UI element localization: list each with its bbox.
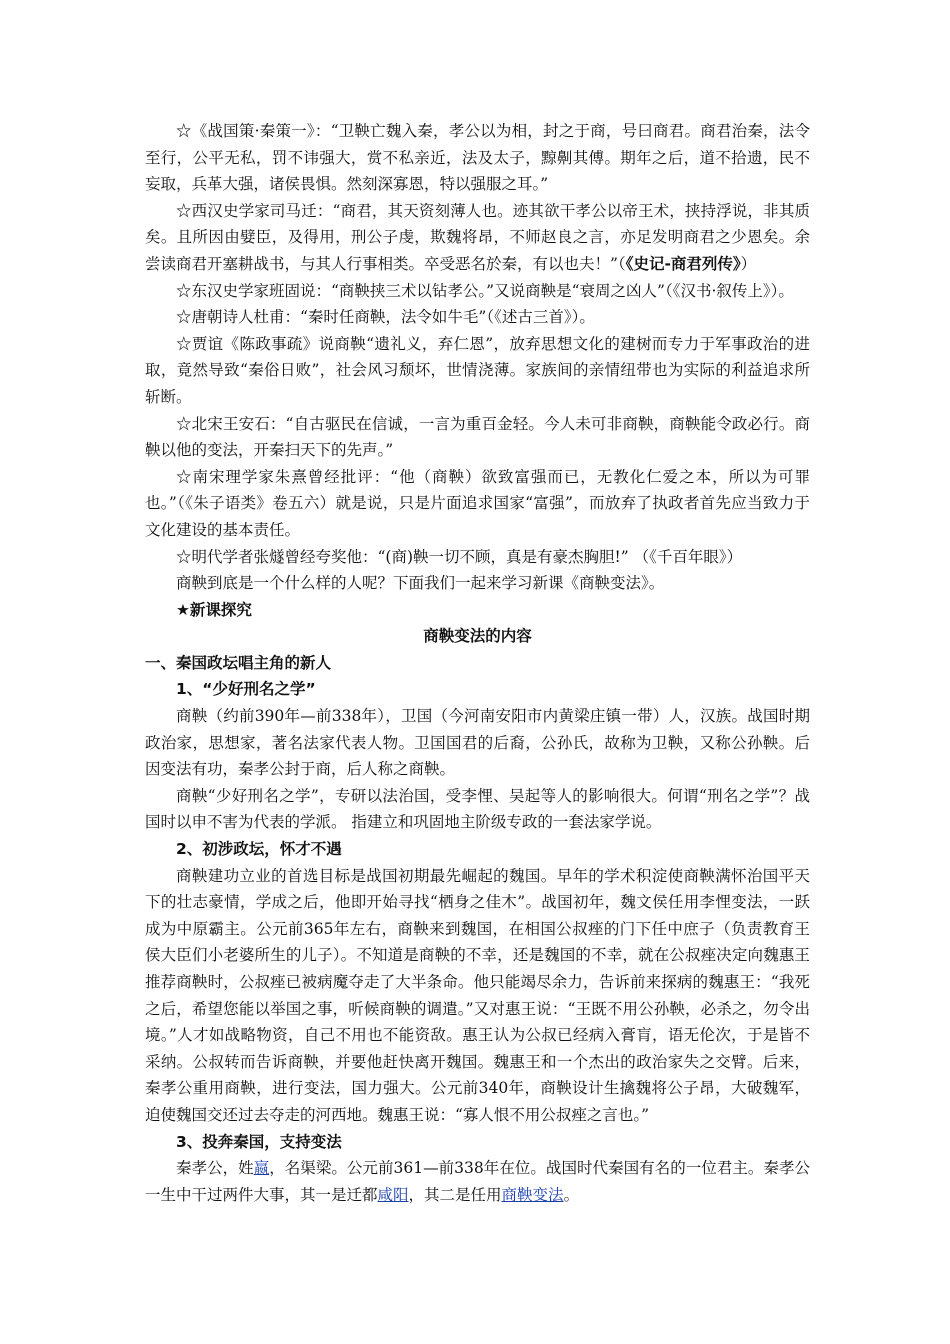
heading-subsection-2: 2、初涉政坛，怀才不遇 [176, 840, 342, 859]
qin-text-b: ，名渠梁。公元前361—前338年在位。战国时代秦国有名的一位君主。秦孝公一生中干过两件大事，其一是迁都 [145, 1159, 810, 1204]
paragraph-wei-state: 商鞅建功立业的首选目标是战国初期最先崛起的魏国。早年的学术积淀使商鞅满怀治国平天下的壮志豪情，学成之后，他即开始寻找“栖身之佳木”。战国初年，魏文侯任用李悝变法，一跃成为中原霸主。公元前365年左右，商鞅来到魏国，在相国公叔痤的门下任中庶子（负责教育王侯大臣们小老婆所生的儿子）。不知道是商鞅的不幸，还是魏国的不幸，就在公叔痤决定向魏惠王推荐商鞅时，公叔痤已被病魔夺走了大半条命。他只能竭尽余力，告诉前来探病的魏惠王：“我死之后，希望您能以举国之事，听候商鞅的调遣。”又对惠王说：“王既不用公孙鞅，必杀之，勿令出境。”人才如战略物资，自己不用也不能资敌。惠王认为公叔已经病入膏肓，语无伦次，于是皆不采纳。公叔转而告诉商鞅，并要他赶快离开魏国。魏惠王和一个杰出的政治家失之交臂。后来，秦孝公重用商鞅，进行变法，国力强大。公元前340年，商鞅设计生擒魏将公子昂，大破魏军，迫使魏国交还过去夺走的河西地。魏惠王说：“寡人恨不用公叔痤之言也。” [145, 866, 810, 1124]
quote-sima-qian-source: 《史记-商君列传》 [625, 254, 741, 273]
paragraph-shang-yang-bio: 商鞅（约前390年—前338年），卫国（今河南安阳市内黄梁庄镇一带）人，汉族。战国时期政治家，思想家，著名法家代表人物。卫国国君的后裔，公孙氏，故称为卫鞅，又称公孙鞅。后因变法有功，秦孝公封于商，后人称之商鞅。 [145, 707, 810, 779]
qin-text-a: 秦孝公，姓 [176, 1159, 254, 1178]
heading-new-lesson: ★新课探究 [176, 600, 252, 619]
link-xianyang[interactable]: 咸阳 [377, 1185, 409, 1204]
heading-section-1: 一、秦国政坛唱主角的新人 [145, 653, 332, 672]
quote-zhanguoce: ☆《战国策·秦策一》：“卫鞅亡魏入秦，孝公以为相，封之于商，号曰商君。商君治秦，法令至行，公平无私，罚不讳强大，赏不私亲近，法及太子，黥劓其傅。期年之后，道不拾遗，民不妄取，兵革大强，诸侯畏惧。然刻深寡恩，特以强服之耳。” [145, 122, 810, 194]
quote-ban-gu: ☆东汉史学家班固说：“商鞅挟三术以钻孝公。”又说商鞅是“衰周之凶人”（《汉书·叙传上》）。 [176, 281, 794, 300]
link-ying[interactable]: 嬴 [253, 1159, 270, 1178]
quote-jia-yi: ☆贾谊《陈政事疏》说商鞅“遗礼义，弃仁恩”，放弃思想文化的建树而专力于军事政治的进取，竟然导致“秦俗日败”，社会风习颓坏，世情浇薄。家族间的亲情纽带也为实际的利益追求所斩断。 [145, 334, 810, 406]
heading-subsection-3: 3、投奔秦国，支持变法 [176, 1132, 342, 1151]
quote-du-fu: ☆唐朝诗人杜甫：“秦时任商鞅，法令如牛毛”（《述古三首》）。 [176, 308, 595, 327]
document-body [145, 118, 810, 1208]
link-shang-yang-reform[interactable]: 商鞅变法 [501, 1185, 564, 1204]
heading-subsection-1: 1、“少好刑名之学” [176, 680, 316, 699]
quote-sima-qian-text: ☆西汉史学家司马迁：“商君，其天资刻薄人也。迹其欲干孝公以帝王术，挟持浮说，非其质矣。且所因由嬖臣，及得用，刑公子虔，欺魏将昂，不师赵良之言，亦足发明商君之少恩矣。余尝读商君开塞耕战书，与其人行事相类。卒受恶名於秦，有以也夫！”（ [145, 201, 810, 273]
qin-text-c: ，其二是任用 [408, 1185, 502, 1204]
quote-sima-qian-end: ） [740, 254, 757, 273]
quote-zhu-xi: ☆南宋理学家朱熹曾经批评：“他（商鞅）欲致富强而已，无教化仁爱之本，所以为可罪也。”（《朱子语类》卷五六）就是说，只是片面追求国家“富强”，而放弃了执政者首先应当致力于文化建设的基本责任。 [145, 467, 810, 539]
intro-question: 商鞅到底是一个什么样的人呢？下面我们一起来学习新课《商鞅变法》。 [176, 574, 665, 593]
quote-sima-qian [145, 198, 810, 278]
quote-zhang-sui: ☆明代学者张燧曾经夸奖他：“(商)鞅一切不顾，真是有豪杰胸胆!” （《千百年眼》） [176, 547, 743, 566]
paragraph-xingming: 商鞅“少好刑名之学”，专研以法治国，受李悝、吴起等人的影响很大。何谓“刑名之学”？战国时以申不害为代表的学派。 指建立和巩固地主阶级专政的一套法家学说。 [145, 786, 810, 832]
qin-text-d: 。 [563, 1185, 580, 1204]
paragraph-qin-xiaogong [145, 1155, 810, 1208]
heading-center-title: 商鞅变法的内容 [423, 627, 532, 646]
quote-wang-anshi: ☆北宋王安石：“自古驱民在信诚，一言为重百金轻。今人未可非商鞅，商鞅能令政必行。商鞅以他的变法，开秦扫天下的先声。” [145, 414, 810, 460]
